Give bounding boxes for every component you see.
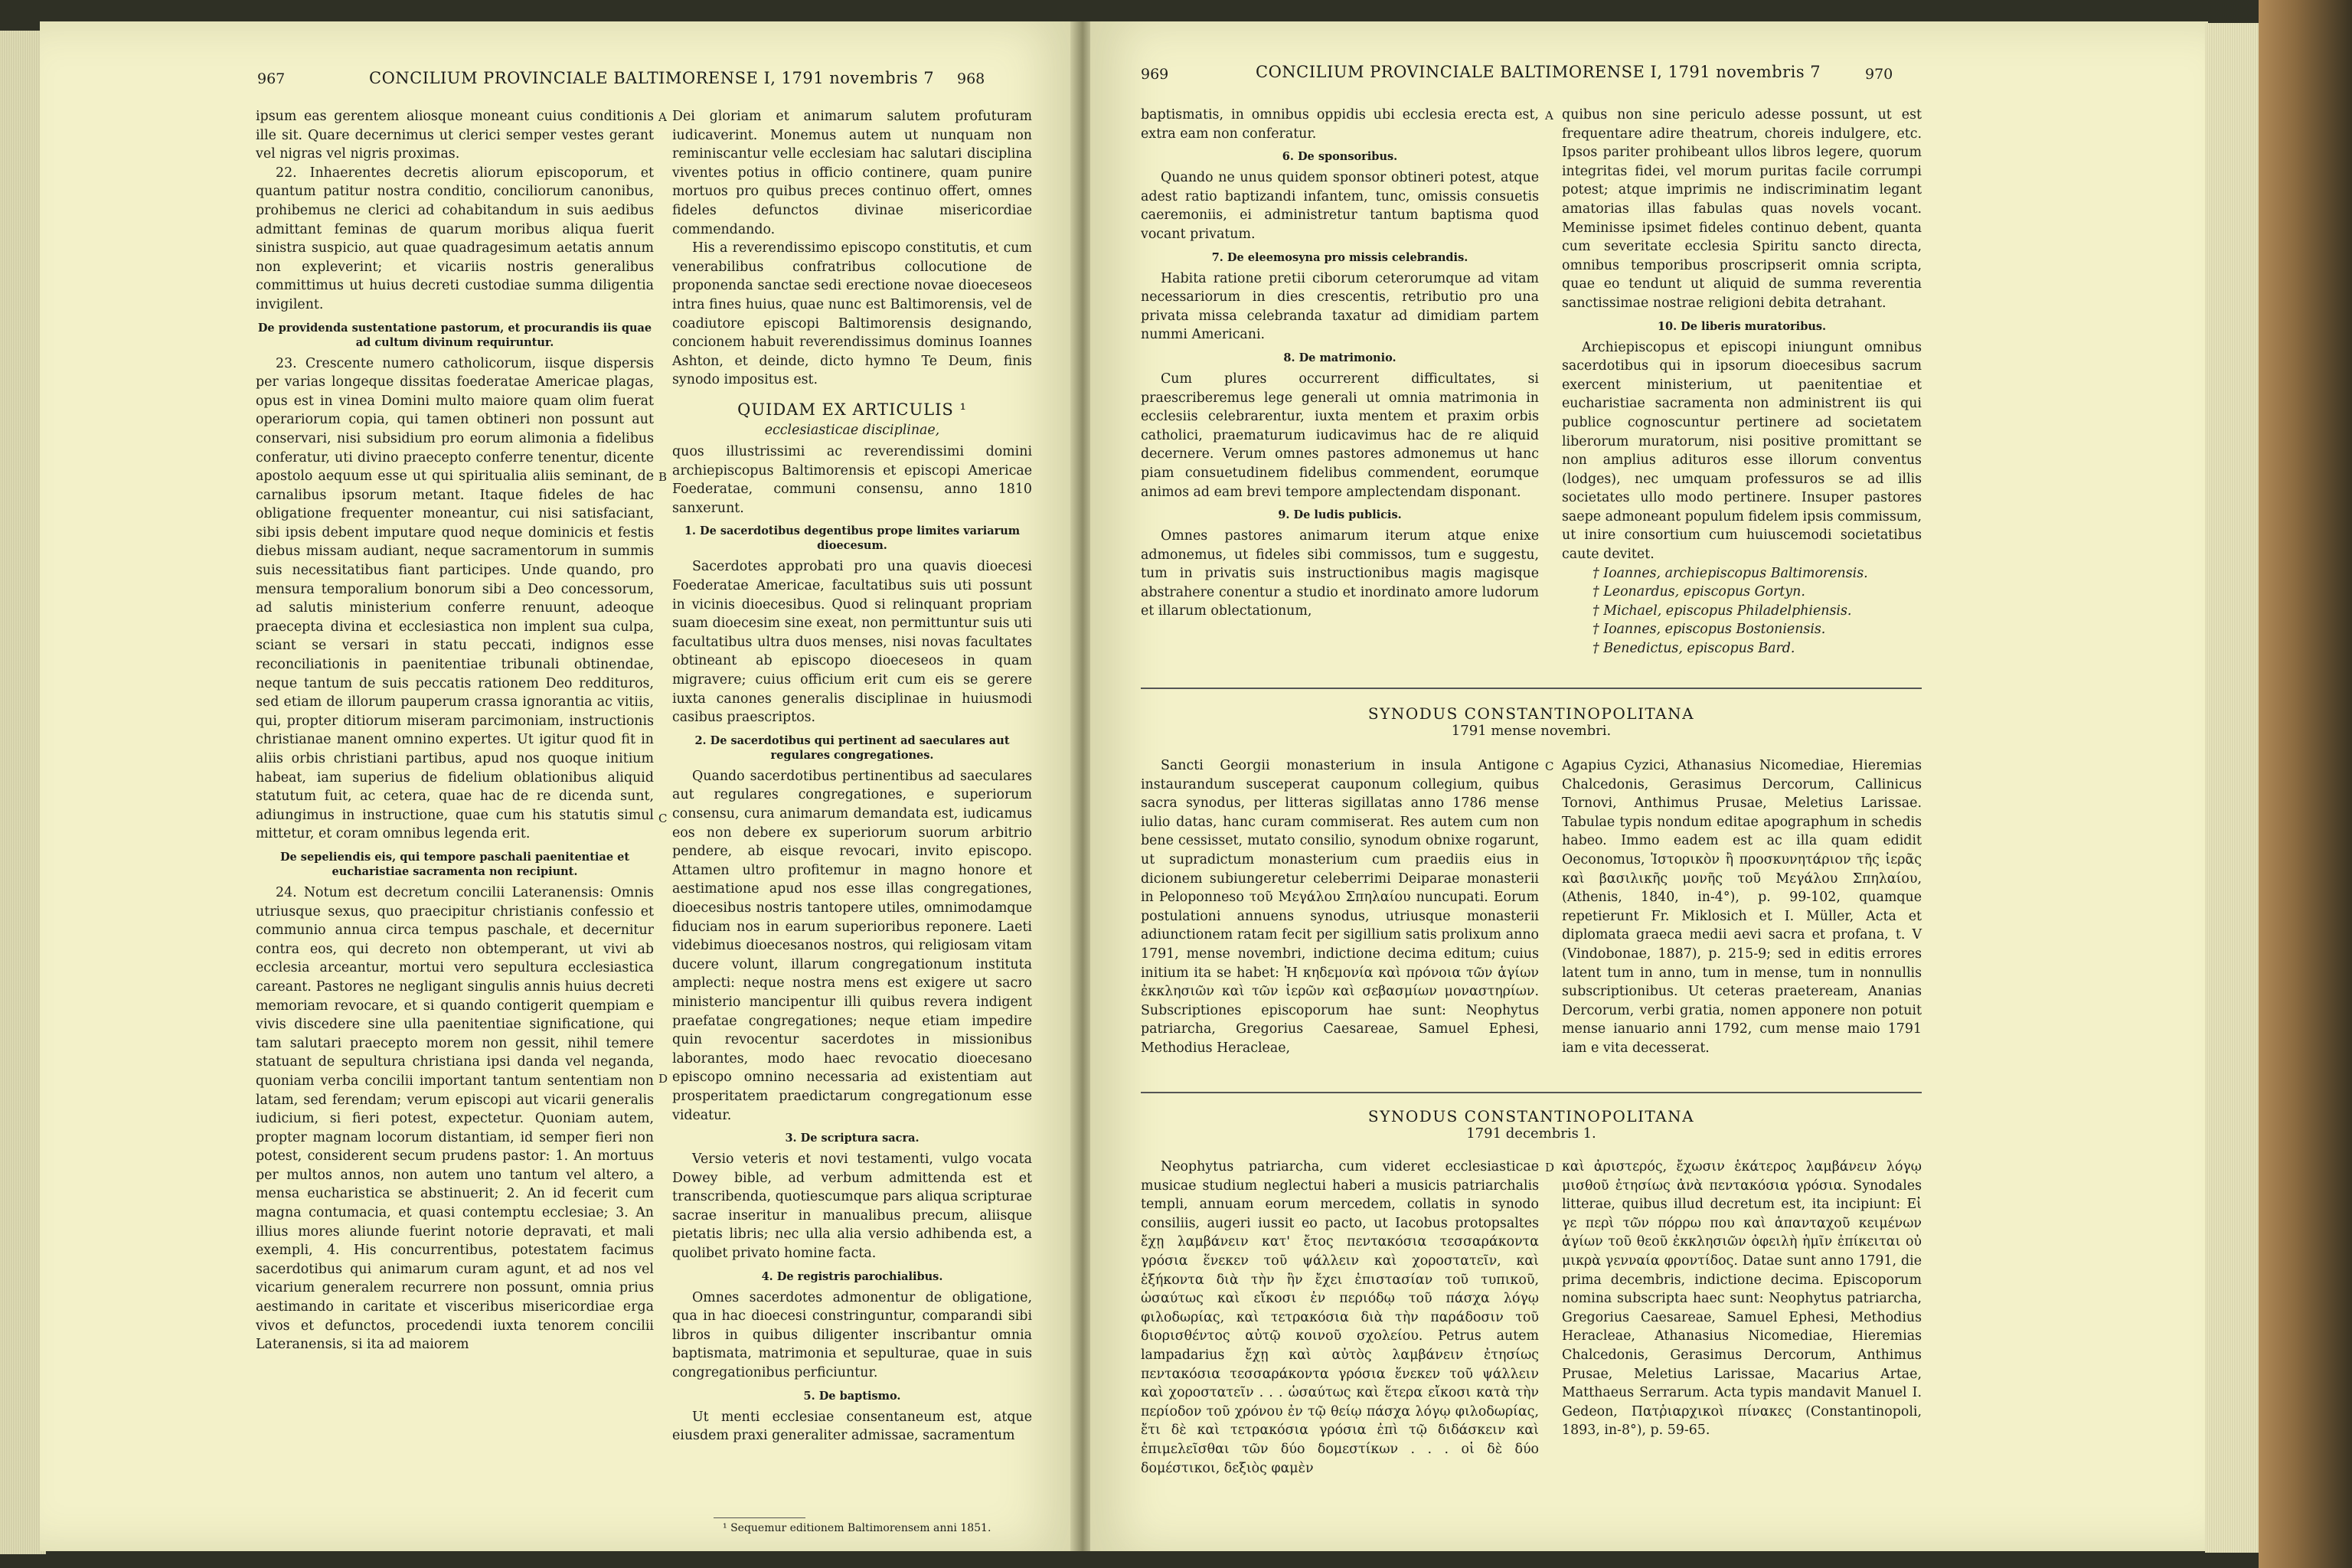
right-col2-signature: † Benedictus, episcopus Bard. bbox=[1592, 641, 1795, 657]
synod-2-title: SYNODUS CONSTANTINOPOLITANA bbox=[1367, 1107, 1695, 1125]
footnote-rule bbox=[714, 1517, 805, 1518]
right-col1-paragraph: Cum plures occurrerent difficultates, si praescriberemus lege generali ut omnia matrimonia in ecclesiis celebrarentur, iuxta mentem et praxim orbis catholici, praematurum iudicavimus hac de re aliquid decernere. Verum omnes pastores admonemus ut hanc piam consuetudinem fidelibus commendent, eorumque animos ad eam brevi tempore amplectendam disponant. bbox=[1141, 371, 1539, 500]
synod-1-column-1 bbox=[1141, 756, 1539, 1058]
synod-1-heading bbox=[1141, 704, 1922, 739]
right-col1-heading: 6. De sponsoribus. bbox=[1282, 150, 1398, 164]
synod-2-column-1 bbox=[1141, 1158, 1539, 1478]
right-page bbox=[1090, 21, 2208, 1551]
right-col2-signature: † Leonardus, episcopus Gortyn. bbox=[1592, 584, 1805, 600]
left-col1-heading: De sepeliendis eis, qui tempore paschali paenitentiae et eucharistiae sacramenta non recipiunt. bbox=[279, 850, 630, 878]
right-col2-signature: † Michael, episcopus Philadelphiensis. bbox=[1592, 603, 1852, 619]
right-col2-signature: † Ioannes, episcopus Bostoniensis. bbox=[1592, 622, 1826, 638]
synod-1-title: SYNODUS CONSTANTINOPOLITANA bbox=[1367, 704, 1695, 723]
synod-1-text-1: Sancti Georgii monasterium in insula Antigone instaurandum susceperat cauponum collegium, quibus sacra synodus, per litteras sigillatas anno 1786 mense iulio datas, hanc curam commiserat. Res autem cum non bene cessisset, mutato consilio, synodum obnixe rogarunt, ut supradictum monasterium cum praediis eius in dicionem subiungeretur celeberrimi Deiparae monasterii in Peloponneso τοῦ Μεγάλου Σπηλαίου nuncupati. Eorum postulationi annuens synodus, utriusque monasterii adiunctionem ratam fecit per sigillium satis prolixum anno 1791, mense novembri, indictione decima editum; cuius initium ita se habet: Ἡ κηδεμονία καὶ πρόνοια τῶν ἁγίων ἐκκλησιῶν καὶ τῶν ἱερῶν καὶ σεβασμίων μοναστηρίων. Subscriptiones episcoporum hae sunt: Neophytus patriarcha, Gregorius Caesareae, Samuel Ephesi, Methodius Heracleae, bbox=[1141, 758, 1539, 1056]
left-page bbox=[40, 21, 1075, 1551]
synod-2-text-1: Neophytus patriarcha, cum videret ecclesiasticae musicae studium neglectui haberi a musicis patriarchalis templi, annuam eorum mercedem, collatis in synodo consiliis, augeri iussit eo pacto, ut Iacobus protopsaltes ἔχῃ λαμβάνειν κατ' ἔτος πεντακόσια τεσσαράκοντα γρόσια ἕνεκεν τοῦ ψάλλειν καὶ χοροστατεῖν, καὶ ἑξήκοντα διὰ τὴν ἣν ἔχει ἐπιστασίαν τοῦ τυπικοῦ, ὡσαύτως καὶ εἴκοσι ἐν περιόδῳ τοῦ πάσχα λόγῳ φιλοδωρίας, καὶ τετρακόσια διὰ τὴν παράδοσιν τοῦ διορισθέντος αὐτῷ κοινοῦ σχολείου. Petrus autem lampadarius ἔχῃ καὶ αὐτὸς λαμβάνειν ἐτησίως πεντακόσια τεσσαράκοντα γρόσια ἕνεκεν τοῦ ψάλλειν καὶ χοροστατεῖν . . . ὡσαύτως καὶ ἕτερα εἴκοσι κατὰ τὴν περίοδον τοῦ χρόνου ἐν τῷ θείῳ πάσχα λόγῳ φιλοδωρίας, ἔτι δὲ καὶ τετρακόσια γρόσια ἐπὶ τῷ διδάσκειν καὶ ἐπιμελεῖσθαι τῶν δύο δομεστίκων . . . οἱ δὲ δύο δομέστικοι, δεξιὸς φαμὲν bbox=[1141, 1159, 1539, 1476]
margin-letter-c-right: C bbox=[1545, 760, 1554, 773]
right-col1-heading: 8. De matrimonio. bbox=[1283, 351, 1396, 364]
left-col2-heading: 3. De scriptura sacra. bbox=[785, 1132, 920, 1145]
right-col1-paragraph: Quando ne unus quidem sponsor obtineri potest, atque adest ratio baptizandi infantem, tunc, omissis consuetis caeremoniis, ei administretur tantum baptisma quod vocant privatum. bbox=[1141, 170, 1539, 242]
running-head-right: CONCILIUM PROVINCIALE BALTIMORENSE I, 1791 novembris 7 bbox=[1256, 63, 1821, 81]
right-col1-paragraph: Habita ratione pretii ciborum ceterorumque ad vitam necessariorum in dies crescentis, retributio pro una privata missa celebranda taxatur ad dimidiam partem nummi Americani. bbox=[1141, 270, 1539, 343]
right-col2-signature: † Ioannes, archiepiscopus Baltimorensis. bbox=[1592, 565, 1868, 581]
running-head-left: CONCILIUM PROVINCIALE BALTIMORENSE I, 1791 novembris 7 bbox=[369, 69, 935, 87]
section-rule-2 bbox=[1141, 1092, 1922, 1093]
synod-2-date: 1791 decembris 1. bbox=[1466, 1125, 1596, 1142]
right-page-column-2 bbox=[1562, 106, 1922, 658]
page-number-970: 970 bbox=[1865, 66, 1893, 83]
left-col2-heading: 4. De registris parochialibus. bbox=[761, 1269, 943, 1283]
left-col2-subtitle: ecclesiasticae disciplinae, bbox=[764, 422, 940, 438]
left-col1-paragraph: ipsum eas gerentem aliosque moneant cuius conditionis ille sit. Quare decernimus ut clerici semper vestes gerant vel nigras vel nigris proximas. bbox=[256, 109, 654, 162]
right-col2-paragraph: Archiepiscopus et episcopi iniungunt omnibus sacerdotibus qui in ipsorum dioecesibus sacrum exercent ministerium, ut paenitentiae et eucharistiae sacramenta non administrent iis qui publice cognoscuntur pertinere ad societatem liberorum muratorum, nisi positive promittant se non amplius adituros esse illorum conventus (lodges), nec umquam professuros se ad illis societates ullo modo pertinere. Insuper pastores saepe admoneant populum fidelem ipsis commissum, ut inire consortium cum huiuscemodi societatibus caute devitet. bbox=[1562, 339, 1922, 563]
synod-2-heading bbox=[1141, 1107, 1922, 1142]
synod-1-date: 1791 mense novembri. bbox=[1451, 723, 1612, 739]
left-col1-paragraph: 24. Notum est decretum concilii Lateranensis: Omnis utriusque sexus, quo praecipitur christianis confessio et communio annua circa tempus paschale, et decernitur contra eos, qui decreto non obtemperant, ut vivi ab ecclesia arceantur, mortui vero sepultura ecclesiastica careant. Pastores ne negligant singulis annis huius decreti memoriam revocare, et si quando contigerit quempiam e vivis discedere sine ulla paenitentiae significatione, qui tam salutari praecepto morem non gessit, nihil temere statuant de sepultura christiana ipsi danda vel neganda, quoniam verba concilii important tantum sententiam non latam, sed ferendam; verum episcopi aut vicarii generalis iudicium, si fieri potest, expectetur. Quoniam autem, propter magnam locorum distantiam, id semper fieri non potest, considerent secum prudens pastor: 1. An mortuus per multos annos, non autem uno tantum vel altero, a mensa eucharistica se abstinuerit; 2. An id fecerit cum magna contumacia, et quasi contemptu ecclesiae; 3. An illius mores aliunde fuerint notorie depravati, et mali exempli, 4. His concurrentibus, potestatem facimus sacerdotibus qui animarum curam agunt, et ad nos vel vicarium generalem recurrere non possunt, omnia prius aestimando in caritate et visceribus misericordiae erga vivos et defunctos, procedendi iuxta tenorem concilii Lateranensis, si ita ad maiorem bbox=[256, 884, 654, 1353]
margin-letter-d: D bbox=[658, 1072, 668, 1086]
right-page-column-1 bbox=[1141, 106, 1539, 621]
left-col2-paragraph: Dei gloriam et animarum salutem profuturam iudicaverint. Monemus autem ut nunquam non reminiscantur velle ecclesiam hac salutari disciplina viventes potius in officio continere, quam punire mortuos pro quibus preces continuo offert, omnes fideles defunctos divinae misericordiae commendando. bbox=[672, 109, 1032, 237]
left-col2-paragraph: Sacerdotes approbati pro una quavis dioecesi Foederatae Americae, facultatibus suis uti possunt in vicinis dioecesibus. Quod si relinquant propriam suam dioecesim sine exeat, non permittuntur suis uti facultatibus ultra duos menses, nisi novas facultates obtineant ab episcopo dioeceseos in quam migravere; cuius officium erit cum eis se gerere iuxta canones generalis disciplinae in huiusmodi casibus praescriptos. bbox=[672, 559, 1032, 726]
page-number-967: 967 bbox=[257, 70, 286, 87]
margin-letter-a: A bbox=[658, 110, 667, 124]
left-col1-heading: De providenda sustentatione pastorum, et procurandis iis quae ad cultum divinum requiruntur. bbox=[257, 321, 652, 349]
left-col2-paragraph: quos illustrissimi ac reverendissimi domini archiepiscopus Baltimorensis et episcopi Americae Foederatae, communi consensu, anno 1810 sanxerunt. bbox=[672, 444, 1032, 516]
left-col2-paragraph: Versio veteris et novi testamenti, vulgo vocata Dowey bible, ad verbum admittenda est et transcribenda, quotiescumque pars aliqua scripturae sacrae inseritur in manualibus precum, aliisque pietatis libris; nec ulla alia versio adhibenda est, a quolibet privato homine facta. bbox=[672, 1152, 1032, 1262]
right-col1-paragraph: Omnes pastores animarum iterum atque enixe admonemus, ut fideles sibi commissos, tum e suggestu, tum in privatis suis instructionibus magis magisque abstrahere conentur a studio et inordinato amore ludorum et illarum oblectationum, bbox=[1141, 528, 1539, 619]
right-col2-paragraph: quibus non sine periculo adesse possunt, ut est frequentare adire theatrum, choreis indulgere, etc. Ipsos pariter prohibeant ullos libros legere, quorum integritas fidei, vel morum puritas facile corrumpi potest; atque imprimis ne indiscriminatim legant amatorias illas fabulas quas novels vocant. Meminisse ipsimet fideles continuo debent, quanta cum severitate ecclesia Spiritu sancto directa, omnibus temporibus proscripserit omnia scripta, quae eo tendunt ut aliquid de summa reverentia sanctissimae nostrae religioni debita detrahant. bbox=[1562, 107, 1922, 311]
synod-2-text-2: καὶ ἀριστερός, ἔχωσιν ἑκάτερος λαμβάνειν λόγῳ μισθοῦ ἐτησίως ἀνὰ πεντακόσια γρόσια. Synodales litterae, quibus illud decretum est, ita incipiunt: Εἰ γε περὶ τῶν πόρρω που καὶ ἁπανταχοῦ κειμένων ἁγίων τοῦ θεοῦ ἐκκλησιῶν ὀφειλὴ ἡμῖν ἐπίκειται οὐ μικρὰ γενναία φροντίδος. Datae sunt anno 1791, die prima decembris, indictione decima. Episcoporum nomina subscripta haec sunt: Neophytus patriarcha, Gregorius Caesareae, Samuel Ephesi, Methodius Heracleae, Athanasius Nicomediae, Hieremias Chalcedonis, Gerasimus Dercorum, Anthimus Prusae, Meletius Larissae, Macarius Artae, Matthaeus Serrarum. Acta typis mandavit Manuel I. Gedeon, Πατῥιαρχικοὶ πίνακες (Constantinopoli, 1893, in-8°), p. 59-65. bbox=[1562, 1159, 1922, 1439]
right-col1-heading: 9. De ludis publicis. bbox=[1278, 508, 1402, 522]
left-col1-paragraph: 22. Inhaerentes decretis aliorum episcoporum, et quantum patitur nostra conditio, conciliorum canonibus, prohibemus ne clerici ad cohabitandum in suis aedibus admittant feminas de quarum moribus aliqua fuerit sinistra suspicio, aut quae quadragesimum aetatis annum non expleverint; et vicariis nostris generalibus committimus ut huius decreti custodiae summa diligentia invigilent. bbox=[256, 165, 654, 312]
book-cover bbox=[2259, 0, 2352, 1568]
left-col2-section-title: QUIDAM EX ARTICULIS ¹ bbox=[737, 400, 967, 419]
page-number-969: 969 bbox=[1141, 66, 1169, 83]
margin-letter-b: B bbox=[658, 470, 668, 484]
left-col2-heading: 5. De baptismo. bbox=[803, 1389, 901, 1403]
left-col1-paragraph: 23. Crescente numero catholicorum, iisque dispersis per varias longeque dissitas foederatae Americae plagas, opus est in vinea Domini multo maiore quam olim fuerat operariorum copia, qui tamen obtineri non possunt aut conservari, nisi subsidium pro eorum alimonia a fidelibus conferatur, uti divino praecepto conferre tenentur, dicente apostolo aequum esse ut qui spiritualia aliis seminant, de carnalibus ipsorum metant. Itaque fideles de hac obligatione frequenter moneantur, cui nisi satisfaciant, sibi ipsis debent imputare quod neque dominicis et festis diebus missam audiant, neque sacramentorum in summis suis necessitatibus fiant participes. Unde quando, pro mensura temporalium bonorum sibi a Deo concessorum, ad salutis ministerium conferre renuunt, adeoque praecepta divina et ecclesiastica non implent sua culpa, sciant se versari in statu peccati, indignos esse reconciliationis in paenitentiae tribunali obtinendae, neque tantum de suis peccatis rationem Deo reddituros, sed etiam de illorum pauperum crassa ignorantia ac vitiis, qui, propter ditiorum miseram parcimoniam, instructionis christianae manent omnino expertes. Ut igitur quod fit in aliis orbis christiani partibus, apud nos quoque initium habeat, iam superius de fidelium oblationibus aliquid statutum fuit, ac cetera, quae hac de re dicenda sunt, adiungimus in instructione, quae cum his statutis simul mittetur, et coram omnibus legenda erit. bbox=[256, 355, 654, 842]
right-page-edges bbox=[2205, 23, 2260, 1553]
left-page-column-1 bbox=[256, 107, 654, 1354]
margin-letter-a-right: A bbox=[1545, 109, 1553, 122]
synod-1-column-2 bbox=[1562, 756, 1922, 1058]
left-page-edges bbox=[0, 31, 46, 1554]
footnote: ¹ Sequemur editionem Baltimorensem anni 1851. bbox=[723, 1522, 991, 1534]
right-col1-heading: 7. De eleemosyna pro missis celebrandis. bbox=[1211, 250, 1468, 264]
section-rule-1 bbox=[1141, 688, 1922, 689]
left-col2-paragraph: Ut menti ecclesiae consentaneum est, atque eiusdem praxi generaliter admissae, sacramentum bbox=[672, 1409, 1032, 1444]
page-number-968: 968 bbox=[957, 70, 985, 87]
synod-2-column-2 bbox=[1562, 1158, 1922, 1440]
synod-1-text-2: Agapius Cyzici, Athanasius Nicomediae, Hieremias Chalcedonis, Gerasimus Dercorum, Callinicus Tornovi, Anthimus Prusae, Meletius Larissae. Tabulae typis nondum editae apographum in schedis habeo. Immo eadem est ac illa quam edidit Oeconomus, Ἱστορικὸν ἢ προσκυνητάριον τῆς ἱερᾶς καὶ βασιλικῆς μονῆς τοῦ Μεγάλου Σπηλαίου, (Athenis, 1840, in-4°), p. 99-102, quamque repetierunt Fr. Miklosich et I. Müller, Acta et diplomata graeca medii aevi sacra et profana, t. V (Vindobonae, 1887), p. 215-9; sed in editis errores latent tum in anno, tum in mense, tum in nonnullis subscriptionibus. Ut ceteras praeteream, Ananias Dercorum, verbi gratia, nomen apponere non potuit mense ianuario anni 1792, cum mense maio 1791 iam e vita decesserat. bbox=[1562, 758, 1922, 1056]
right-col1-paragraph: baptismatis, in omnibus oppidis ubi ecclesia erecta est, extra eam non conferatur. bbox=[1141, 107, 1539, 142]
margin-letter-d-right: D bbox=[1545, 1161, 1555, 1174]
left-col2-paragraph: Quando sacerdotibus pertinentibus ad saeculares aut regulares congregationes, e superiorum consensu, cura animarum demandata est, iudicamus eos non debere ex superiorum suorum arbitrio pendere, ab eisque revocari, invito episcopo. Attamen ultro profitemur in magno honore et aestimatione apud nos esse illas congregationes, dioecesibus nostris tantopere utiles, omnimodamque fiduciam nos in earum superioribus reponere. Laeti videbimus dioecesanos nostros, qui religiosam vitam ducere volunt, illarum congregationum instituta amplecti: neque nostra mens est exigere ut sacro ministerio mancipentur illi quibus revera indigent praefatae congregationes; neque etiam impedire quin revocentur sacerdotes in missionibus laborantes, modo haec revocatio dioecesano episcopo omnino necessaria ad existentiam aut prosperitatem praedictarum congregationum esse videatur. bbox=[672, 768, 1032, 1123]
right-col2-heading: 10. De liberis muratoribus. bbox=[1657, 319, 1827, 333]
left-col2-heading: 2. De sacerdotibus qui pertinent ad saeculares aut regulares congregationes. bbox=[694, 733, 1010, 762]
left-col2-heading: 1. De sacerdotibus degentibus prope limites variarum dioecesum. bbox=[684, 524, 1021, 553]
left-page-column-2 bbox=[672, 107, 1032, 1446]
left-col2-paragraph: Omnes sacerdotes admonentur de obligatione, qua in hac dioecesi constringuntur, comparandi sibi libros in quibus diligenter inscribantur omnia baptismata, matrimonia et sepulturae, quae in suis congregationibus perficiuntur. bbox=[672, 1289, 1032, 1381]
left-col2-paragraph: His a reverendissimo episcopo constitutis, et cum venerabilibus confratribus collocutione de proponenda sanctae sedi erectione novae dioeceseos intra fines huius, quae nunc est Baltimorensis, vel de coadiutore episcopi Baltimorensis designando, concionem habuit reverendissimus dominus Ioannes Ashton, et deinde, dicto hymno Te Deum, finis synodo impositus est. bbox=[672, 240, 1032, 388]
margin-letter-c: C bbox=[658, 812, 668, 825]
